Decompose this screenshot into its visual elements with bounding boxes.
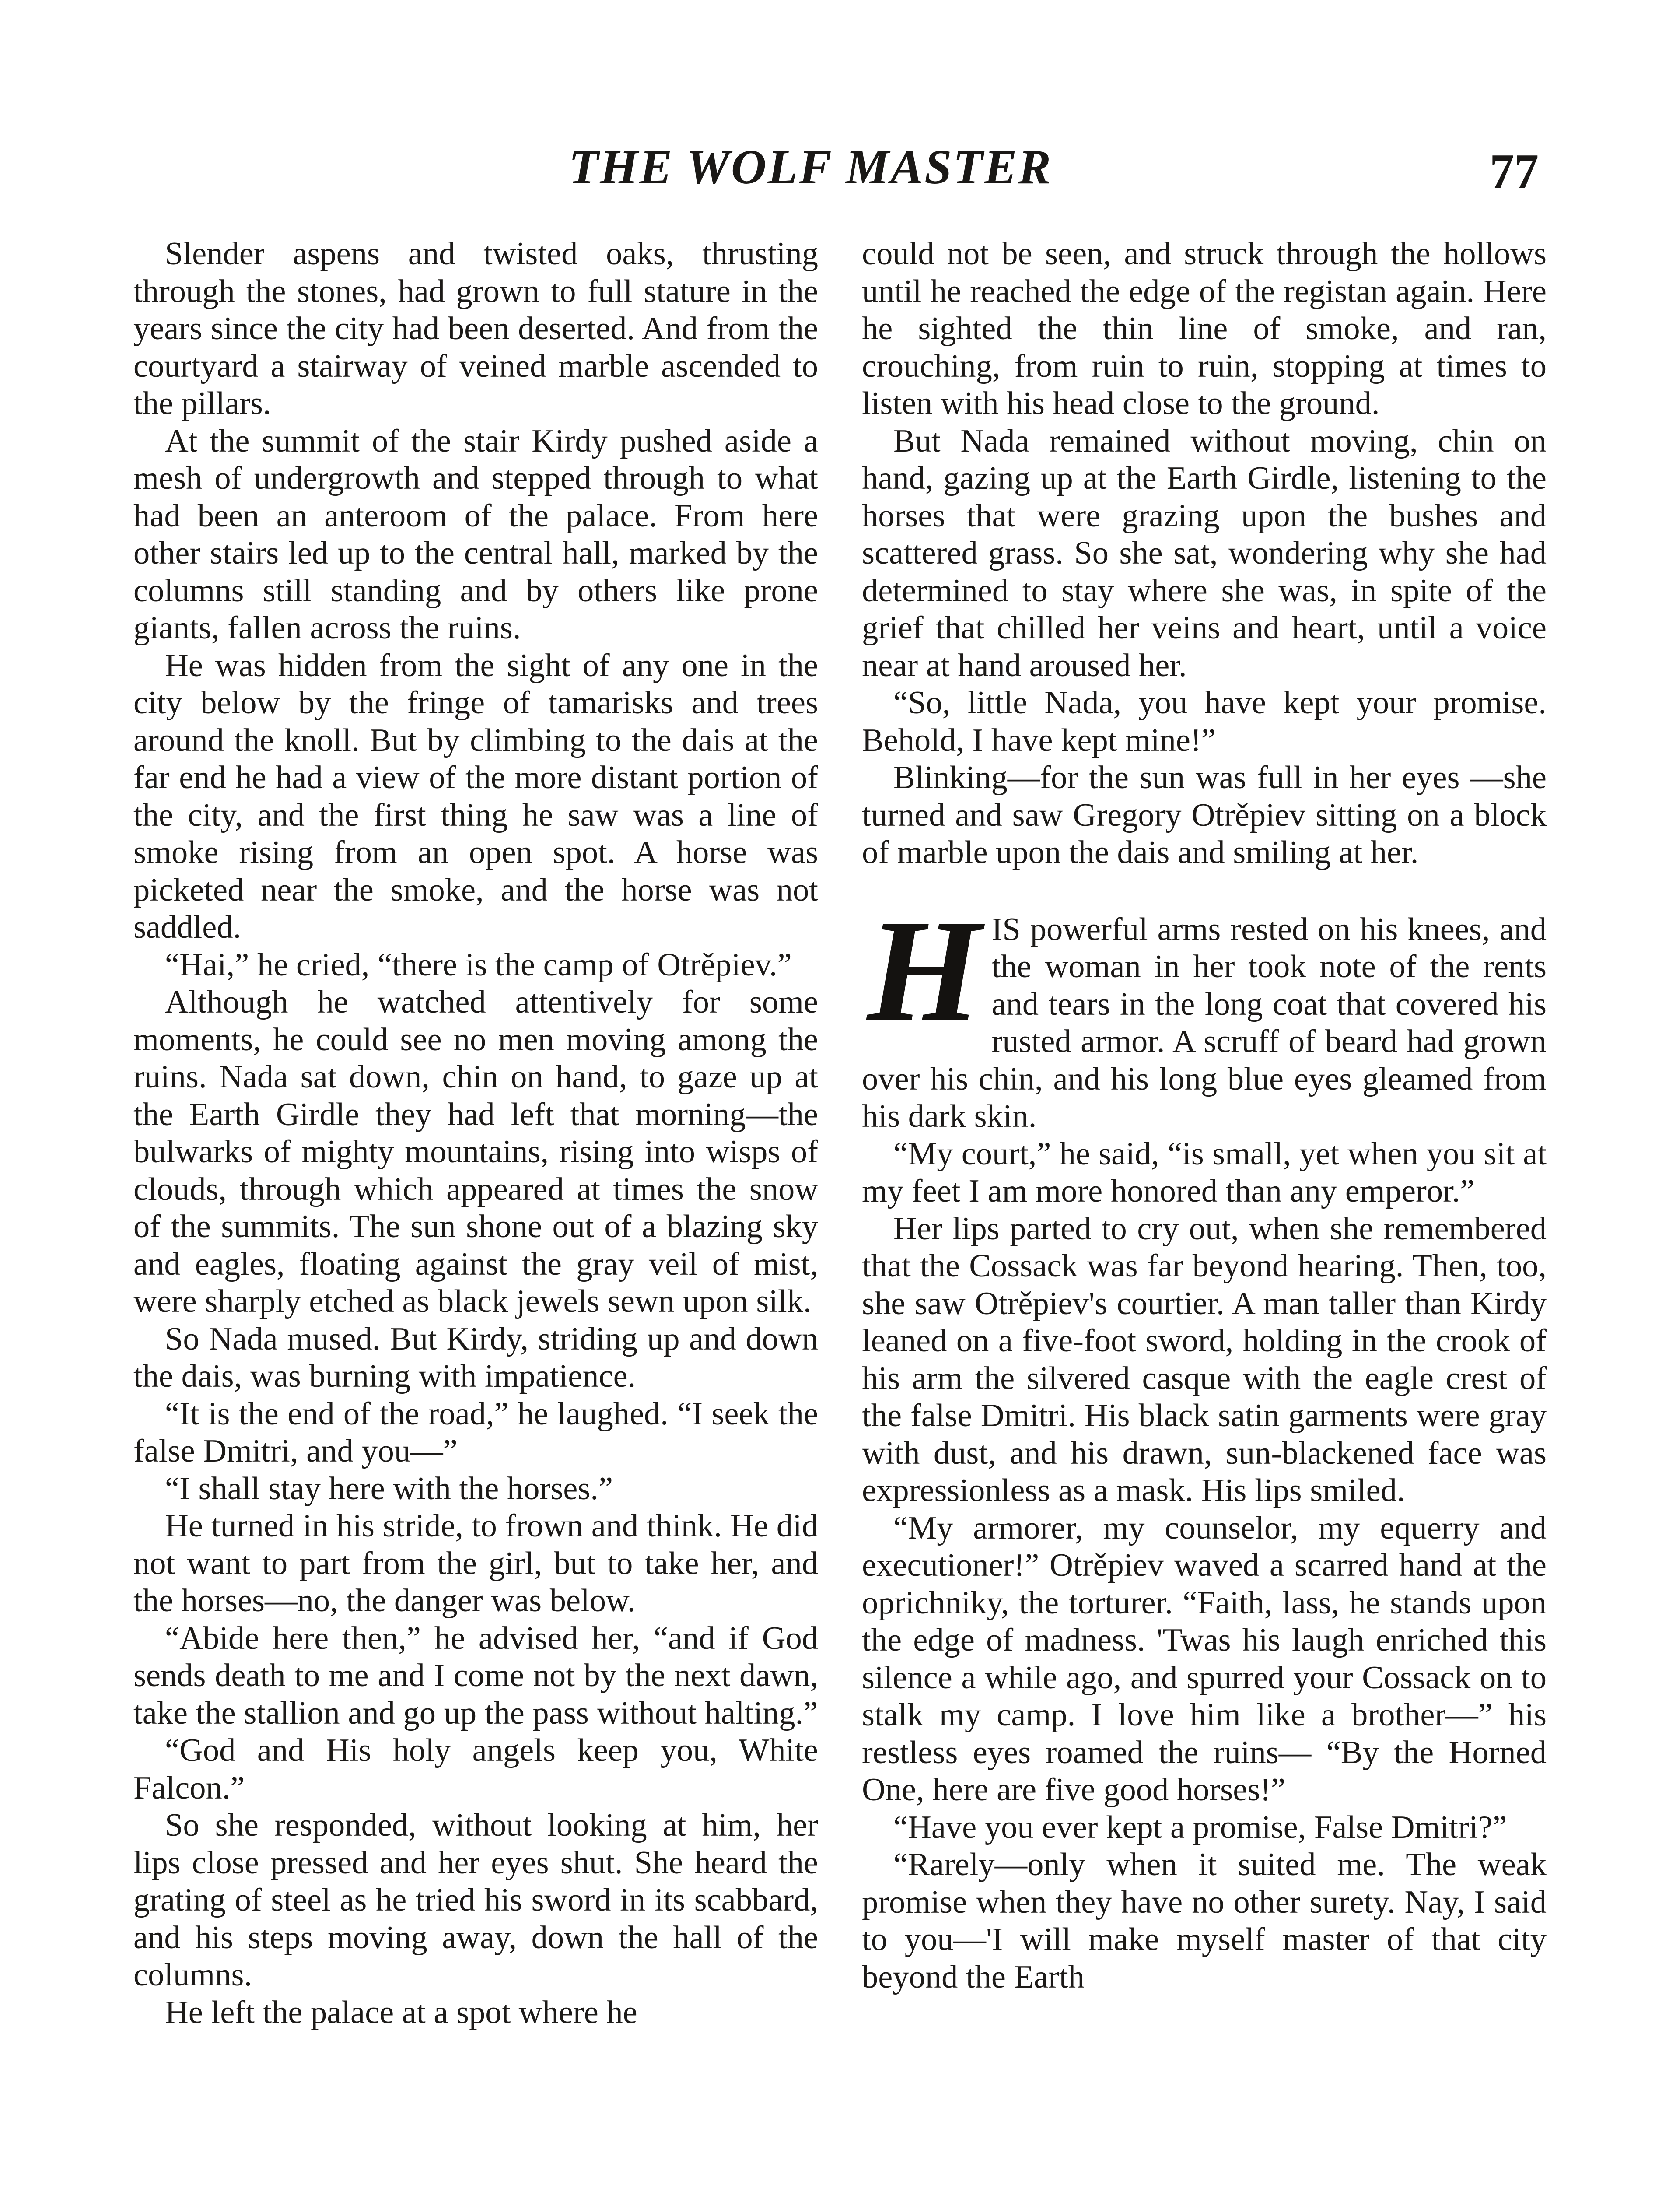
paragraph: But Nada remained without moving, chin on hand, gazing up at the Earth Girdle, listening to the horses that were grazing upon the bushes and scattered grass. So she sat, wondering why she had determined to stay where she was, in spite of the grief that chilled her veins and heart, until a voice near at hand aroused her. <box>862 423 1547 684</box>
paragraph: could not be seen, and struck through the hollows until he reached the edge of the registan again. Here he sighted the thin line of smoke, and ran, crouching, from ruin to ruin, stopping at times to listen with his head close to the ground. <box>862 236 1547 421</box>
paragraph: “So, little Nada, you have kept your promise. Behold, I have kept mine!” <box>862 685 1547 758</box>
paragraph: “My armorer, my counselor, my equerry and executioner!” Otrěpiev waved a scarred hand at the oprichniky, the torturer. “Faith, lass, he stands upon the edge of madness. 'Twas his laugh enriched this silence a while ago, and spurred your Cossack on to stalk my camp. I love him like a brother—” his restless eyes roamed the ruins— “By the Horned One, here are five good horses!” <box>862 1510 1547 1808</box>
paragraph: “I shall stay here with the horses.” <box>165 1470 613 1507</box>
paragraph: So Nada mused. But Kirdy, striding up and down the dais, was burning with impatience. <box>133 1321 818 1394</box>
paragraph: “Abide here then,” he advised her, “and if God sends death to me and I come not by the next dawn, take the stallion and go up the pass without halting.” <box>133 1620 818 1731</box>
running-title: THE WOLF MASTER <box>569 140 1053 194</box>
paragraph: So she responded, without looking at him, her lips close pressed and her eyes shut. She heard the grating of steel as he tried his sword in its scabbard, and his steps moving away, down the hall of the columns. <box>133 1807 818 1993</box>
paragraph: “God and His holy angels keep you, White Falcon.” <box>133 1732 818 1806</box>
paragraph: At the summit of the stair Kirdy pushed aside a mesh of undergrowth and stepped through to what had been an anteroom of the palace. From here other stairs led up to the central hall, marked by the columns still standing and by others like prone giants, fallen across the ruins. <box>133 423 818 646</box>
paragraph: “My court,” he said, “is small, yet when you sit at my feet I am more honored than any emperor.” <box>862 1136 1547 1209</box>
paragraph: He left the palace at a spot where he <box>165 1994 637 2030</box>
opening-text: IS powerful arms rested on his knees, and the woman in her took note of the rents and tears in the long coat that covered his rusted armor. A scruff of beard had grown over his chin, and his long blue eyes gleamed from his dark skin. <box>862 911 1547 1134</box>
paragraph: He turned in his stride, to frown and think. He did not want to part from the girl, but to take her, and the horses—no, the danger was below. <box>133 1508 818 1619</box>
section-opening-paragraph <box>862 889 1547 1136</box>
paragraph: He was hidden from the sight of any one in the city below by the fringe of tamarisks and trees around the knoll. But by climbing to the dais at the far end he had a view of the more distant portion of the city, and the first thing he saw was a line of smoke rising from an open spot. A horse was picketed near the smoke, and the horse was not saddled. <box>133 647 818 945</box>
paragraph: Although he watched attentively for some moments, he could see no men moving among the ruins. Nada sat down, chin on hand, to gaze up at the Earth Girdle they had left that morning—the bulwarks of mighty mountains, rising into wisps of clouds, through which appeared at times the snow of the summits. The sun shone out of a blazing sky and eagles, floating against the gray veil of mist, were sharply etched as black jewels sewn upon silk. <box>133 984 818 1319</box>
paragraph: “Rarely—only when it suited me. The weak promise when they have no other surety. Nay, I said to you—'I will make myself master of that city beyond the Earth <box>862 1847 1547 1995</box>
paragraph: Slender aspens and twisted oaks, thrusting through the stones, had grown to full stature in the years since the city had been deserted. And from the courtyard a stairway of veined marble ascended to the pillars. <box>133 236 818 421</box>
drop-cap: H <box>867 889 981 1052</box>
paragraph: Blinking—for the sun was full in her eyes —she turned and saw Gregory Otrěpiev sitting on a block of marble upon the dais and smiling at her. <box>862 760 1547 870</box>
paragraph: Her lips parted to cry out, when she remembered that the Cossack was far beyond hearing. Then, too, she saw Otrěpiev's courtier. A man taller than Kirdy leaned on a five-foot sword, holding in the crook of his arm the silvered casque with the eagle crest of the false Dmitri. His black satin garments were gray with dust, and his drawn, sun-blackened face was expressionless as a mask. His lips smiled. <box>862 1210 1547 1508</box>
left-column <box>133 235 818 2031</box>
right-column <box>862 235 1547 1996</box>
paragraph: “It is the end of the road,” he laughed. “I seek the false Dmitri, and you—” <box>133 1396 818 1469</box>
paragraph: “Hai,” he cried, “there is the camp of Otrěpiev.” <box>165 947 792 983</box>
paragraph: “Have you ever kept a promise, False Dmitri?” <box>893 1809 1507 1845</box>
page-number: 77 <box>1490 144 1539 199</box>
